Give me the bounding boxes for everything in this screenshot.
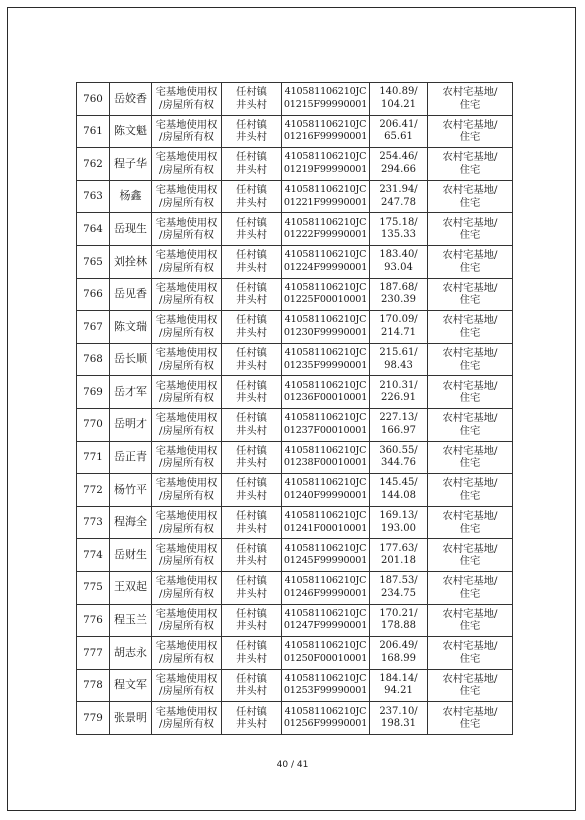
land-use-cell: 农村宅基地/ 住宅 bbox=[428, 376, 513, 409]
land-use-cell: 农村宅基地/ 住宅 bbox=[428, 83, 513, 116]
owner-name-cell: 程玉兰 bbox=[110, 604, 152, 637]
right-type-cell: 宅基地使用权 /房屋所有权 bbox=[152, 539, 222, 572]
area-cell: 206.41/ 65.61 bbox=[370, 115, 428, 148]
parcel-code-cell: 410581106210JC 01236F00010001 bbox=[282, 376, 370, 409]
location-cell: 任村镇 井头村 bbox=[222, 148, 282, 181]
parcel-code-cell: 410581106210JC 01247F99990001 bbox=[282, 604, 370, 637]
table-row bbox=[77, 702, 513, 735]
record-number-cell: 776 bbox=[77, 604, 110, 637]
land-use-cell: 农村宅基地/ 住宅 bbox=[428, 604, 513, 637]
area-cell: 187.68/ 230.39 bbox=[370, 278, 428, 311]
owner-name-cell: 程子华 bbox=[110, 148, 152, 181]
parcel-code-cell: 410581106210JC 01237F00010001 bbox=[282, 408, 370, 441]
area-cell: 183.40/ 93.04 bbox=[370, 245, 428, 278]
parcel-code-cell: 410581106210JC 01245F99990001 bbox=[282, 539, 370, 572]
record-table bbox=[76, 82, 513, 735]
area-cell: 231.94/ 247.78 bbox=[370, 180, 428, 213]
record-number-cell: 779 bbox=[77, 702, 110, 735]
location-cell: 任村镇 井头村 bbox=[222, 311, 282, 344]
record-number-cell: 763 bbox=[77, 180, 110, 213]
location-cell: 任村镇 井头村 bbox=[222, 669, 282, 702]
record-number-cell: 773 bbox=[77, 506, 110, 539]
table-row bbox=[77, 278, 513, 311]
record-number-cell: 768 bbox=[77, 343, 110, 376]
right-type-cell: 宅基地使用权 /房屋所有权 bbox=[152, 669, 222, 702]
parcel-code-cell: 410581106210JC 01230F99990001 bbox=[282, 311, 370, 344]
record-number-cell: 767 bbox=[77, 311, 110, 344]
table-row bbox=[77, 83, 513, 116]
area-cell: 177.63/ 201.18 bbox=[370, 539, 428, 572]
table-row bbox=[77, 571, 513, 604]
land-use-cell: 农村宅基地/ 住宅 bbox=[428, 669, 513, 702]
table-row bbox=[77, 408, 513, 441]
right-type-cell: 宅基地使用权 /房屋所有权 bbox=[152, 571, 222, 604]
location-cell: 任村镇 井头村 bbox=[222, 180, 282, 213]
record-number-cell: 761 bbox=[77, 115, 110, 148]
area-cell: 140.89/ 104.21 bbox=[370, 83, 428, 116]
owner-name-cell: 岳姣香 bbox=[110, 83, 152, 116]
parcel-code-cell: 410581106210JC 01235F99990001 bbox=[282, 343, 370, 376]
owner-name-cell: 岳现生 bbox=[110, 213, 152, 246]
record-number-cell: 778 bbox=[77, 669, 110, 702]
area-cell: 215.61/ 98.43 bbox=[370, 343, 428, 376]
location-cell: 任村镇 井头村 bbox=[222, 343, 282, 376]
record-number-cell: 775 bbox=[77, 571, 110, 604]
table-row bbox=[77, 115, 513, 148]
record-number-cell: 774 bbox=[77, 539, 110, 572]
owner-name-cell: 张景明 bbox=[110, 702, 152, 735]
owner-name-cell: 岳正青 bbox=[110, 441, 152, 474]
table-row bbox=[77, 245, 513, 278]
owner-name-cell: 岳财生 bbox=[110, 539, 152, 572]
parcel-code-cell: 410581106210JC 01215F99990001 bbox=[282, 83, 370, 116]
right-type-cell: 宅基地使用权 /房屋所有权 bbox=[152, 637, 222, 670]
owner-name-cell: 程海全 bbox=[110, 506, 152, 539]
record-number-cell: 760 bbox=[77, 83, 110, 116]
area-cell: 206.49/ 168.99 bbox=[370, 637, 428, 670]
location-cell: 任村镇 井头村 bbox=[222, 637, 282, 670]
area-cell: 145.45/ 144.08 bbox=[370, 474, 428, 507]
location-cell: 任村镇 井头村 bbox=[222, 539, 282, 572]
right-type-cell: 宅基地使用权 /房屋所有权 bbox=[152, 474, 222, 507]
right-type-cell: 宅基地使用权 /房屋所有权 bbox=[152, 376, 222, 409]
parcel-code-cell: 410581106210JC 01241F00010001 bbox=[282, 506, 370, 539]
right-type-cell: 宅基地使用权 /房屋所有权 bbox=[152, 180, 222, 213]
record-number-cell: 766 bbox=[77, 278, 110, 311]
land-use-cell: 农村宅基地/ 住宅 bbox=[428, 702, 513, 735]
area-cell: 360.55/ 344.76 bbox=[370, 441, 428, 474]
right-type-cell: 宅基地使用权 /房屋所有权 bbox=[152, 245, 222, 278]
right-type-cell: 宅基地使用权 /房屋所有权 bbox=[152, 115, 222, 148]
table-row bbox=[77, 669, 513, 702]
record-number-cell: 765 bbox=[77, 245, 110, 278]
owner-name-cell: 岳长顺 bbox=[110, 343, 152, 376]
table-row bbox=[77, 376, 513, 409]
parcel-code-cell: 410581106210JC 01219F99990001 bbox=[282, 148, 370, 181]
location-cell: 任村镇 井头村 bbox=[222, 604, 282, 637]
right-type-cell: 宅基地使用权 /房屋所有权 bbox=[152, 83, 222, 116]
table-row bbox=[77, 637, 513, 670]
owner-name-cell: 陈文瑞 bbox=[110, 311, 152, 344]
location-cell: 任村镇 井头村 bbox=[222, 278, 282, 311]
parcel-code-cell: 410581106210JC 01253F99990001 bbox=[282, 669, 370, 702]
area-cell: 227.13/ 166.97 bbox=[370, 408, 428, 441]
land-use-cell: 农村宅基地/ 住宅 bbox=[428, 213, 513, 246]
right-type-cell: 宅基地使用权 /房屋所有权 bbox=[152, 343, 222, 376]
area-cell: 237.10/ 198.31 bbox=[370, 702, 428, 735]
location-cell: 任村镇 井头村 bbox=[222, 474, 282, 507]
parcel-code-cell: 410581106210JC 01224F99990001 bbox=[282, 245, 370, 278]
right-type-cell: 宅基地使用权 /房屋所有权 bbox=[152, 148, 222, 181]
owner-name-cell: 岳见香 bbox=[110, 278, 152, 311]
table-row bbox=[77, 441, 513, 474]
land-use-cell: 农村宅基地/ 住宅 bbox=[428, 343, 513, 376]
area-cell: 187.53/ 234.75 bbox=[370, 571, 428, 604]
page-number: 40 / 41 bbox=[276, 760, 309, 770]
land-use-cell: 农村宅基地/ 住宅 bbox=[428, 311, 513, 344]
land-use-cell: 农村宅基地/ 住宅 bbox=[428, 180, 513, 213]
location-cell: 任村镇 井头村 bbox=[222, 408, 282, 441]
land-use-cell: 农村宅基地/ 住宅 bbox=[428, 115, 513, 148]
parcel-code-cell: 410581106210JC 01216F99990001 bbox=[282, 115, 370, 148]
land-use-cell: 农村宅基地/ 住宅 bbox=[428, 408, 513, 441]
right-type-cell: 宅基地使用权 /房屋所有权 bbox=[152, 441, 222, 474]
owner-name-cell: 岳明才 bbox=[110, 408, 152, 441]
land-use-cell: 农村宅基地/ 住宅 bbox=[428, 278, 513, 311]
table-row bbox=[77, 506, 513, 539]
table-row bbox=[77, 311, 513, 344]
table-row bbox=[77, 180, 513, 213]
location-cell: 任村镇 井头村 bbox=[222, 571, 282, 604]
area-cell: 184.14/ 94.21 bbox=[370, 669, 428, 702]
location-cell: 任村镇 井头村 bbox=[222, 506, 282, 539]
location-cell: 任村镇 井头村 bbox=[222, 83, 282, 116]
right-type-cell: 宅基地使用权 /房屋所有权 bbox=[152, 702, 222, 735]
table-row bbox=[77, 213, 513, 246]
table-row bbox=[77, 343, 513, 376]
table-row bbox=[77, 604, 513, 637]
land-use-cell: 农村宅基地/ 住宅 bbox=[428, 539, 513, 572]
record-number-cell: 769 bbox=[77, 376, 110, 409]
location-cell: 任村镇 井头村 bbox=[222, 376, 282, 409]
parcel-code-cell: 410581106210JC 01250F00010001 bbox=[282, 637, 370, 670]
area-cell: 170.21/ 178.88 bbox=[370, 604, 428, 637]
area-cell: 210.31/ 226.91 bbox=[370, 376, 428, 409]
owner-name-cell: 刘拴林 bbox=[110, 245, 152, 278]
land-use-cell: 农村宅基地/ 住宅 bbox=[428, 637, 513, 670]
table-row bbox=[77, 539, 513, 572]
right-type-cell: 宅基地使用权 /房屋所有权 bbox=[152, 506, 222, 539]
parcel-code-cell: 410581106210JC 01238F00010001 bbox=[282, 441, 370, 474]
owner-name-cell: 王双起 bbox=[110, 571, 152, 604]
record-number-cell: 771 bbox=[77, 441, 110, 474]
table-body bbox=[77, 83, 513, 735]
location-cell: 任村镇 井头村 bbox=[222, 245, 282, 278]
owner-name-cell: 胡志永 bbox=[110, 637, 152, 670]
record-number-cell: 772 bbox=[77, 474, 110, 507]
land-use-cell: 农村宅基地/ 住宅 bbox=[428, 245, 513, 278]
record-number-cell: 777 bbox=[77, 637, 110, 670]
land-use-cell: 农村宅基地/ 住宅 bbox=[428, 148, 513, 181]
record-number-cell: 762 bbox=[77, 148, 110, 181]
land-use-cell: 农村宅基地/ 住宅 bbox=[428, 506, 513, 539]
owner-name-cell: 杨鑫 bbox=[110, 180, 152, 213]
land-use-cell: 农村宅基地/ 住宅 bbox=[428, 441, 513, 474]
area-cell: 175.18/ 135.33 bbox=[370, 213, 428, 246]
land-use-cell: 农村宅基地/ 住宅 bbox=[428, 571, 513, 604]
area-cell: 170.09/ 214.71 bbox=[370, 311, 428, 344]
parcel-code-cell: 410581106210JC 01246F99990001 bbox=[282, 571, 370, 604]
right-type-cell: 宅基地使用权 /房屋所有权 bbox=[152, 213, 222, 246]
table-row bbox=[77, 474, 513, 507]
location-cell: 任村镇 井头村 bbox=[222, 115, 282, 148]
owner-name-cell: 程文军 bbox=[110, 669, 152, 702]
parcel-code-cell: 410581106210JC 01222F99990001 bbox=[282, 213, 370, 246]
area-cell: 169.13/ 193.00 bbox=[370, 506, 428, 539]
record-number-cell: 764 bbox=[77, 213, 110, 246]
location-cell: 任村镇 井头村 bbox=[222, 213, 282, 246]
parcel-code-cell: 410581106210JC 01256F99990001 bbox=[282, 702, 370, 735]
parcel-code-cell: 410581106210JC 01221F99990001 bbox=[282, 180, 370, 213]
right-type-cell: 宅基地使用权 /房屋所有权 bbox=[152, 278, 222, 311]
owner-name-cell: 陈文魁 bbox=[110, 115, 152, 148]
location-cell: 任村镇 井头村 bbox=[222, 441, 282, 474]
right-type-cell: 宅基地使用权 /房屋所有权 bbox=[152, 408, 222, 441]
parcel-code-cell: 410581106210JC 01240F99990001 bbox=[282, 474, 370, 507]
area-cell: 254.46/ 294.66 bbox=[370, 148, 428, 181]
right-type-cell: 宅基地使用权 /房屋所有权 bbox=[152, 604, 222, 637]
record-number-cell: 770 bbox=[77, 408, 110, 441]
owner-name-cell: 岳才军 bbox=[110, 376, 152, 409]
owner-name-cell: 杨竹平 bbox=[110, 474, 152, 507]
location-cell: 任村镇 井头村 bbox=[222, 702, 282, 735]
land-use-cell: 农村宅基地/ 住宅 bbox=[428, 474, 513, 507]
parcel-code-cell: 410581106210JC 01225F00010001 bbox=[282, 278, 370, 311]
right-type-cell: 宅基地使用权 /房屋所有权 bbox=[152, 311, 222, 344]
table-row bbox=[77, 148, 513, 181]
